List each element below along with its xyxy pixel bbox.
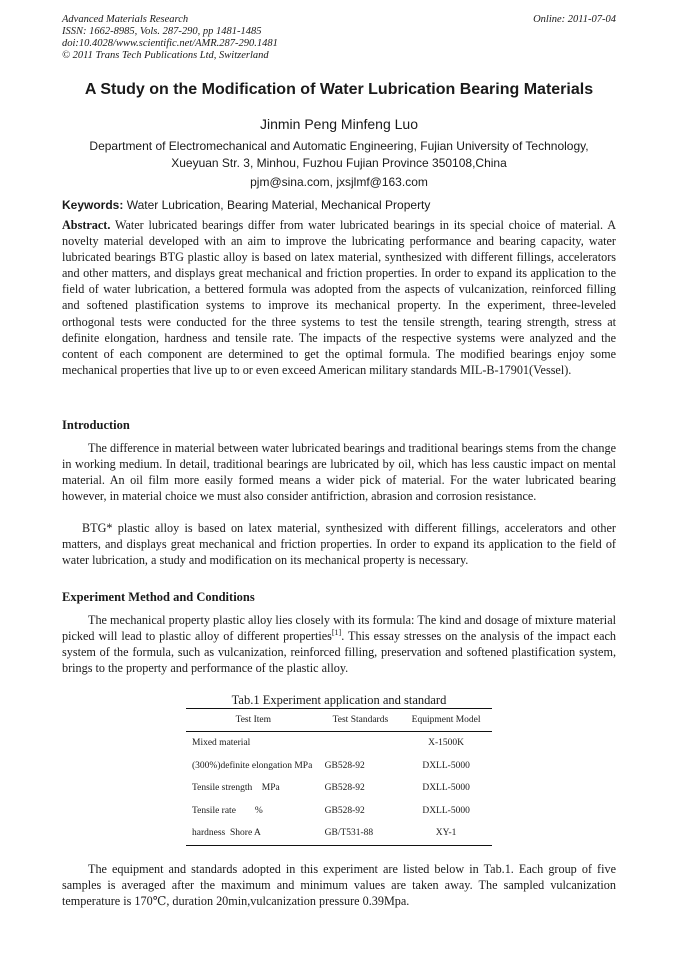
table-header-row bbox=[186, 709, 492, 732]
journal-doi: doi:10.4028/www.scientific.net/AMR.287-290.1481 bbox=[62, 38, 278, 49]
table-cell: DXLL-5000 bbox=[422, 760, 470, 771]
author-emails: pjm@sina.com, jxsjlmf@163.com bbox=[250, 175, 428, 189]
exp-p2-text: The equipment and standards adopted in this experiment are listed below in Tab.1. Each group of five samples is averaged after the maximum and minimum values are taken away. The sampled vulcanization temperature is 170℃, duration 20min,vulcanization pressure 0.39Mpa. bbox=[62, 862, 616, 909]
keywords-label: Keywords: bbox=[62, 198, 124, 212]
table-caption: Tab.1 Experiment application and standard bbox=[231, 693, 447, 707]
keywords bbox=[62, 197, 616, 213]
table-cell: GB528-92 bbox=[324, 760, 365, 771]
introduction-paragraph-2 bbox=[62, 520, 616, 568]
paper-title: A Study on the Modification of Water Lubrication Bearing Materials bbox=[84, 81, 594, 98]
intro-p1-text: The difference in material between water lubricated bearings and traditional bearings stems from the change in working medium. In detail, traditional bearings are lubricated by oil, which has less caustic impact on mental material. An oil film more easily formed means a wider pick of material. For the water lubricated bearing however, in material choice we must also consider antifriction, abrasion and corrosion resistance. bbox=[62, 441, 616, 504]
abstract bbox=[62, 217, 616, 378]
keywords-text: Water Lubrication, Bearing Material, Mechanical Property bbox=[126, 198, 431, 212]
online-date: Online: 2011-07-04 bbox=[533, 14, 616, 25]
table-cell: hardness Shore A bbox=[186, 822, 321, 845]
table-cell: GB/T531-88 bbox=[321, 822, 401, 845]
exp-p1-text-cont: . This essay stresses on the analysis of the impact each system of the formula, such as vulcanization, reinforced filling, preservation and softened plastification system, brings to the property and performance of the plastic alloy. bbox=[62, 629, 616, 676]
table-cell: GB528-92 bbox=[324, 783, 365, 794]
table-cell: DXLL-5000 bbox=[422, 805, 470, 816]
abstract-label: Abstract. bbox=[62, 218, 111, 232]
table-row bbox=[186, 822, 492, 845]
table-header-cell: Test Item bbox=[186, 709, 321, 732]
introduction-heading: Introduction bbox=[62, 418, 130, 432]
table-row bbox=[186, 755, 492, 778]
table-row bbox=[186, 732, 492, 755]
journal-header bbox=[62, 14, 278, 62]
experiment-paragraph-2 bbox=[62, 861, 616, 909]
table-header-cell: Test Standards bbox=[321, 709, 401, 732]
table-cell: Tensile rate % bbox=[192, 805, 263, 816]
exp-p1-text: The mechanical property plastic alloy lies closely with its formula: The kind and dosage of mixture material picked will lead to plastic alloy of different properties bbox=[62, 613, 616, 644]
affiliation bbox=[62, 138, 616, 172]
table-header-cell: Equipment Model bbox=[400, 709, 492, 732]
table-cell: (300%)definite elongation MPa bbox=[192, 760, 313, 771]
table-cell: XY-1 bbox=[400, 822, 492, 845]
experiment-paragraph-1 bbox=[62, 612, 616, 676]
abstract-text: Water lubricated bearings differ from water lubricated bearings in its special choice of material. A novelty material developed with an aim to improve the lubricating performance and bearing capacity, water lubricated bearings BTG plastic alloy is based on latex material, synthesized with different fillings, accelerators and other matters, and displays great mechanical and friction properties. In order to expand its application to the field of water lubrication, a bettered formula was adopted from the aspects of vulcanization, reinforced filling and softened plastification systems to improve its mechanical property. In the experiment, three-leveled orthogonal tests were conducted for the three systems to test the tensile strength, tearing strength, stress at definite elongation, hardness and tensile rate. The impacts of the respective systems were analyzed and the content of each component are determined to get the optimal formula. The modified bearings enjoy some mechanical properties that live up to or even exceed American military standards MIL-B-17901(Vessel). bbox=[62, 218, 616, 377]
affiliation-line: Department of Electromechanical and Automatic Engineering, Fujian University of Technology, bbox=[89, 139, 589, 153]
table-cell: GB528-92 bbox=[324, 805, 365, 816]
table-row bbox=[186, 800, 492, 823]
affiliation-line: Xueyuan Str. 3, Minhou, Fuzhou Fujian Province 350108,China bbox=[171, 156, 507, 170]
introduction-paragraph-1 bbox=[62, 440, 616, 504]
journal-issn: ISSN: 1662-8985, Vols. 287-290, pp 1481-1485 bbox=[62, 26, 262, 37]
table-cell: DXLL-5000 bbox=[422, 783, 470, 794]
table-cell: Tensile strength MPa bbox=[192, 783, 280, 794]
journal-name: Advanced Materials Research bbox=[62, 14, 189, 25]
table-row bbox=[186, 777, 492, 800]
journal-copyright: © 2011 Trans Tech Publications Ltd, Switzerland bbox=[62, 50, 269, 61]
table-cell: Mixed material bbox=[192, 738, 251, 749]
experiment-heading: Experiment Method and Conditions bbox=[62, 590, 255, 604]
experiment-table bbox=[186, 708, 492, 846]
citation-ref: [1] bbox=[331, 628, 342, 638]
intro-p2-text: BTG* plastic alloy is based on latex material, synthesized with different fillings, accelerators and other matters, and displays great mechanical and friction properties. In order to expand its application to the field of water lubrication, a study and modification on its mechanical property is necessary. bbox=[62, 521, 616, 568]
table-cell: X-1500K bbox=[428, 738, 465, 749]
authors: Jinmin Peng Minfeng Luo bbox=[260, 116, 418, 132]
table-cell bbox=[321, 732, 401, 755]
